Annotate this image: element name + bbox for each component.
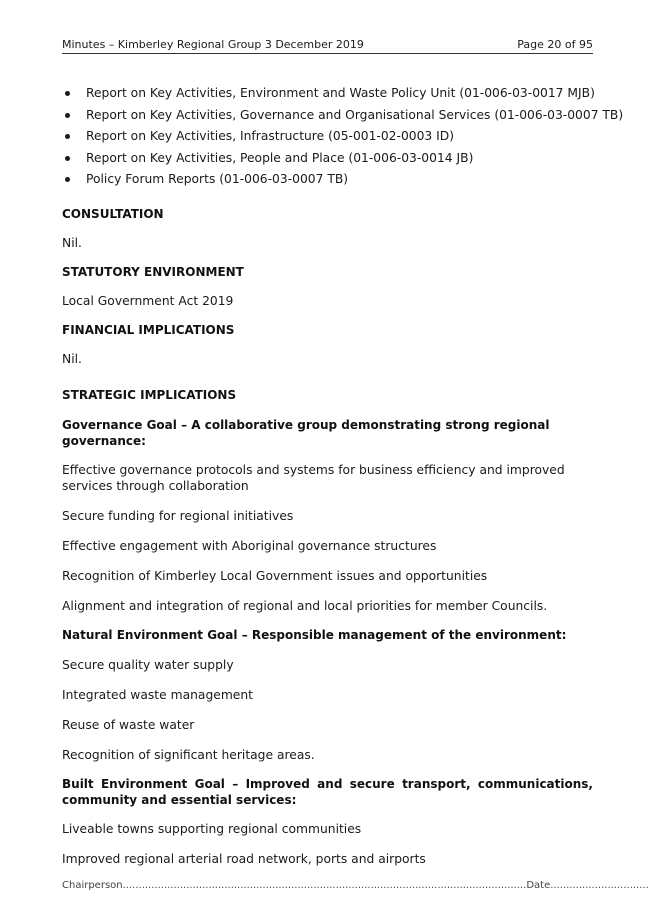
natural-item: Reuse of waste water bbox=[62, 717, 195, 732]
report-list bbox=[62, 83, 624, 191]
natural-item: Integrated waste management bbox=[62, 687, 253, 702]
built-goal-heading: Built Environment Goal – Improved and secure transport, communications, community and essential services: bbox=[62, 776, 593, 807]
page-number: Page 20 of 95 bbox=[517, 38, 593, 51]
list-item: Policy Forum Reports (01-006-03-0007 TB) bbox=[62, 169, 593, 191]
governance-item: Secure funding for regional initiatives bbox=[62, 508, 294, 523]
consultation-heading: CONSULTATION bbox=[62, 206, 164, 221]
natural-item: Secure quality water supply bbox=[62, 657, 234, 672]
consultation-text: Nil. bbox=[62, 235, 82, 250]
list-item: Report on Key Activities, Environment and Waste Policy Unit (01-006-03-0017 MJB) bbox=[62, 83, 593, 105]
date-label: Date bbox=[526, 880, 551, 891]
signature-line bbox=[62, 880, 649, 891]
header-title: Minutes – Kimberley Regional Group 3 December 2019 bbox=[62, 38, 364, 51]
natural-item: Recognition of significant heritage areas. bbox=[62, 747, 315, 762]
bullet-icon bbox=[65, 134, 70, 139]
bullet-icon bbox=[65, 91, 70, 96]
financial-heading: FINANCIAL IMPLICATIONS bbox=[62, 322, 235, 337]
chairperson-dots: ............................................................................................................................... bbox=[122, 880, 527, 891]
list-item: Report on Key Activities, Infrastructure (05-001-02-0003 ID) bbox=[62, 126, 593, 148]
governance-item: Alignment and integration of regional and local priorities for member Councils. bbox=[62, 598, 548, 613]
bullet-icon bbox=[65, 113, 70, 118]
bullet-icon bbox=[65, 156, 70, 161]
financial-text: Nil. bbox=[62, 351, 82, 366]
list-item: Report on Key Activities, People and Place (01-006-03-0014 JB) bbox=[62, 148, 593, 170]
strategic-heading: STRATEGIC IMPLICATIONS bbox=[62, 387, 237, 402]
natural-goal-heading: Natural Environment Goal – Responsible management of the environment: bbox=[62, 627, 567, 642]
governance-item: Recognition of Kimberley Local Government issues and opportunities bbox=[62, 568, 488, 583]
chairperson-label: Chairperson bbox=[62, 880, 123, 891]
page-header bbox=[62, 37, 593, 54]
page-content bbox=[62, 83, 624, 867]
governance-goal-heading: Governance Goal – A collaborative group demonstrating strong regional governance: bbox=[62, 417, 550, 448]
statutory-text: Local Government Act 2019 bbox=[62, 293, 234, 308]
governance-item: Effective governance protocols and systems for business efficiency and improved services through collaboration bbox=[62, 462, 565, 493]
governance-item: Effective engagement with Aboriginal governance structures bbox=[62, 538, 437, 553]
list-item: Report on Key Activities, Governance and Organisational Services (01-006-03-0007 TB) bbox=[62, 105, 593, 127]
statutory-heading: STATUTORY ENVIRONMENT bbox=[62, 264, 244, 279]
date-dots: ............................... bbox=[550, 880, 649, 891]
built-item: Improved regional arterial road network, ports and airports bbox=[62, 851, 426, 866]
built-item: Liveable towns supporting regional communities bbox=[62, 821, 362, 836]
bullet-icon bbox=[65, 177, 70, 182]
